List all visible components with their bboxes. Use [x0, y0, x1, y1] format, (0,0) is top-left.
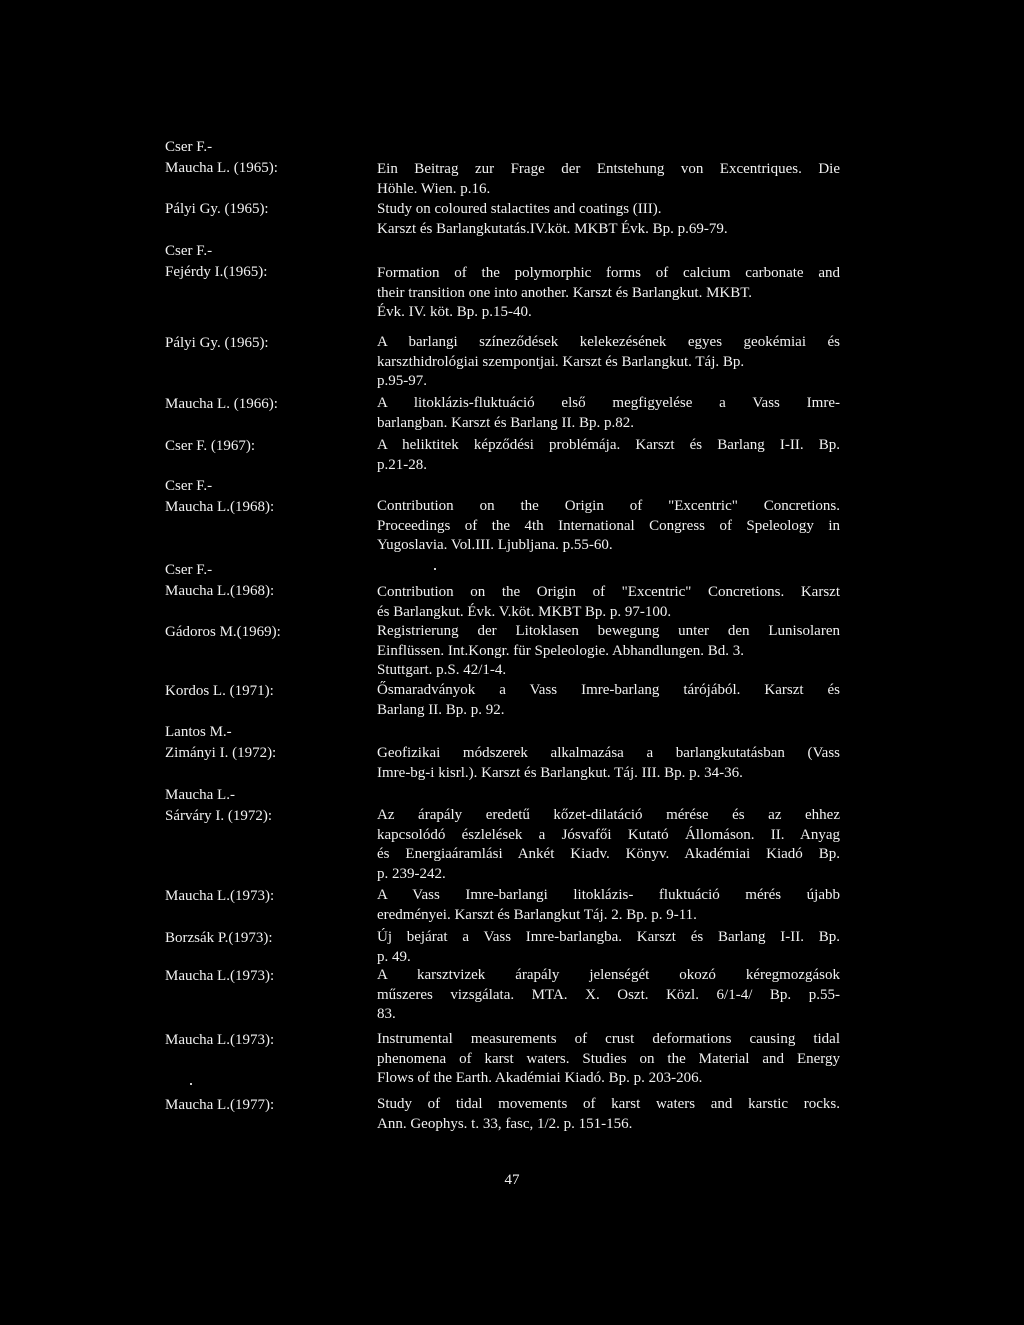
citation-line: Geofizikai módszerek alkalmazása a barlangkutatásban (Vass	[377, 745, 840, 761]
ref-citation	[377, 1030, 840, 1089]
author-line: Maucha L. (1965):	[165, 160, 278, 176]
citation-line: Az árapály eredetű kőzet-dilatáció mérése és az ehhez	[377, 807, 840, 823]
ref-author	[165, 560, 345, 602]
author-line: Maucha L.(1973):	[165, 968, 275, 984]
author-line: Cser F. (1967):	[165, 438, 256, 454]
citation-line: p. 49.	[377, 948, 411, 965]
citation-line: phenomena of karst waters. Studies on the Material and Energy	[377, 1050, 840, 1067]
author-line: Pályi Gy. (1965):	[165, 335, 269, 351]
ref-citation	[377, 583, 840, 622]
ref-author	[165, 886, 345, 907]
citation-line: Study of tidal movements of karst waters and karstic rocks.	[377, 1096, 840, 1112]
author-line: Maucha L.(1968):	[165, 499, 275, 515]
citation-line: Évk. IV. köt. Bp. p.15-40.	[377, 304, 532, 320]
ref-author	[165, 333, 345, 354]
citation-line: A barlangi színeződések kelekezésének egyes geokémiai és	[377, 334, 840, 350]
author-line: Fejérdy I.(1965):	[165, 264, 268, 280]
citation-line: p. 239-242.	[377, 865, 446, 882]
citation-line: műszeres vizsgálata. MTA. X. Oszt. Közl. 6/1-4/ Bp. p.55-	[377, 986, 840, 1003]
citation-line: A karsztvizek árapály jelenségét okozó kéregmozgások	[377, 967, 840, 983]
ref-author	[165, 966, 345, 987]
author-line: Kordos L. (1971):	[165, 683, 274, 699]
citation-line: kapcsolódó észlelések a Jósvafői Kutató Állomáson. II. Anyag	[377, 826, 840, 843]
author-line: Maucha L.-	[165, 787, 235, 803]
page-number: 47	[504, 1172, 520, 1188]
ref-author	[165, 476, 345, 518]
ref-citation	[377, 394, 840, 433]
ref-author	[165, 137, 345, 179]
author-line: Maucha L.(1973):	[165, 1032, 275, 1048]
author-line: Cser F.-	[165, 139, 213, 155]
ref-citation	[377, 333, 840, 392]
citation-line: eredményei. Karszt és Barlangkut Táj. 2. Bp. p. 9-11.	[377, 906, 697, 923]
ref-citation	[377, 744, 840, 783]
citation-line: és Energiaáramlási Ankét Kiadv. Könyv. Akadémiai Kiadó Bp.	[377, 846, 840, 862]
citation-line: Einflüssen. Int.Kongr. für Speleologie. Abhandlungen. Bd. 3.	[377, 642, 745, 659]
author-line: Pályi Gy. (1965):	[165, 201, 269, 217]
ref-citation	[377, 622, 840, 681]
author-line: Zimányi I. (1972):	[165, 745, 277, 761]
citation-line: és Barlangkut. Évk. V.köt. MKBT Bp. p. 97-100.	[377, 603, 672, 620]
citation-line: p.95-97.	[377, 373, 427, 389]
citation-line: 83.	[377, 1006, 396, 1022]
citation-line: Instrumental measurements of crust deformations causing tidal	[377, 1031, 840, 1047]
citation-line: Ősmaradványok a Vass Imre-barlang tárójából. Karszt és	[377, 682, 840, 698]
citation-line: Contribution on the Origin of "Excentric" Concretions.	[377, 498, 840, 514]
ref-author	[165, 722, 345, 764]
ref-author	[165, 199, 345, 220]
citation-line: Yugoslavia. Vol.III. Ljubljana. p.55-60.	[377, 537, 613, 553]
citation-line: Contribution on the Origin of "Excentric" Concretions. Karszt	[377, 584, 840, 600]
speck-mark	[190, 1083, 192, 1085]
ref-citation	[377, 966, 840, 1025]
ref-citation	[377, 160, 840, 199]
citation-line: p.21-28.	[377, 456, 427, 473]
citation-line: Ein Beitrag zur Frage der Entstehung von Excentriques. Die	[377, 161, 840, 177]
author-line: Lantos M.-	[165, 724, 232, 740]
ref-author	[165, 785, 345, 827]
ref-citation	[377, 886, 840, 925]
ref-citation	[377, 264, 840, 323]
citation-line: barlangban. Karszt és Barlang II. Bp. p.82.	[377, 414, 635, 431]
citation-line: Karszt és Barlangkutatás.IV.köt. MKBT Évk. Bp. p.69-79.	[377, 220, 728, 237]
author-line: Maucha L.(1968):	[165, 583, 275, 599]
author-line: Borzsák P.(1973):	[165, 930, 273, 946]
speck-mark	[434, 568, 436, 570]
ref-author	[165, 436, 345, 457]
citation-line: Imre-bg-i kisrl.). Karszt és Barlangkut. Táj. III. Bp. p. 34-36.	[377, 764, 743, 781]
citation-line: Proceedings of the 4th International Congress of Speleology in	[377, 517, 840, 534]
citation-line: Flows of the Earth. Akadémiai Kiadó. Bp. p. 203-206.	[377, 1070, 703, 1086]
ref-citation	[377, 200, 840, 239]
ref-author	[165, 1030, 345, 1051]
citation-line: A Vass Imre-barlangi litoklázis- fluktuáció mérés újabb	[377, 887, 840, 903]
ref-citation	[377, 497, 840, 556]
author-line: Maucha L.(1973):	[165, 888, 275, 904]
ref-author	[165, 394, 345, 415]
ref-author	[165, 681, 345, 702]
citation-line: karszthidrológiai szempontjai. Karszt és Barlangkut. Táj. Bp.	[377, 353, 745, 370]
citation-line: Új bejárat a Vass Imre-barlangba. Karszt és Barlang I-II. Bp.	[377, 929, 840, 945]
author-line: Sárváry I. (1972):	[165, 808, 273, 824]
citation-line: their transition one into another. Karszt és Barlangkut. MKBT.	[377, 284, 753, 301]
citation-line: Study on coloured stalactites and coatings (III).	[377, 201, 662, 217]
author-line: Cser F.-	[165, 243, 213, 259]
citation-line: Stuttgart. p.S. 42/1-4.	[377, 662, 507, 678]
citation-line: Höhle. Wien. p.16.	[377, 180, 491, 197]
author-line: Maucha L. (1966):	[165, 396, 278, 412]
author-line: Cser F.-	[165, 562, 213, 578]
ref-author	[165, 928, 345, 949]
ref-citation	[377, 928, 840, 967]
citation-line: A heliktitek képződési problémája. Karszt és Barlang I-II. Bp.	[377, 437, 840, 453]
ref-citation	[377, 681, 840, 720]
citation-line: Formation of the polymorphic forms of calcium carbonate and	[377, 265, 840, 281]
ref-author	[165, 622, 345, 643]
author-line: Maucha L.(1977):	[165, 1097, 275, 1113]
author-line: Gádoros M.(1969):	[165, 624, 281, 640]
ref-citation	[377, 436, 840, 475]
ref-author	[165, 241, 345, 283]
author-line: Cser F.-	[165, 478, 213, 494]
citation-line: A litoklázis-fluktuáció első megfigyelése a Vass Imre-	[377, 395, 840, 411]
ref-citation	[377, 806, 840, 884]
citation-line: Registrierung der Litoklasen bewegung unter den Lunisolaren	[377, 623, 840, 639]
ref-citation	[377, 1095, 840, 1134]
ref-author	[165, 1095, 345, 1116]
citation-line: Barlang II. Bp. p. 92.	[377, 701, 505, 718]
citation-line: Ann. Geophys. t. 33, fasc, 1/2. p. 151-156.	[377, 1115, 633, 1132]
